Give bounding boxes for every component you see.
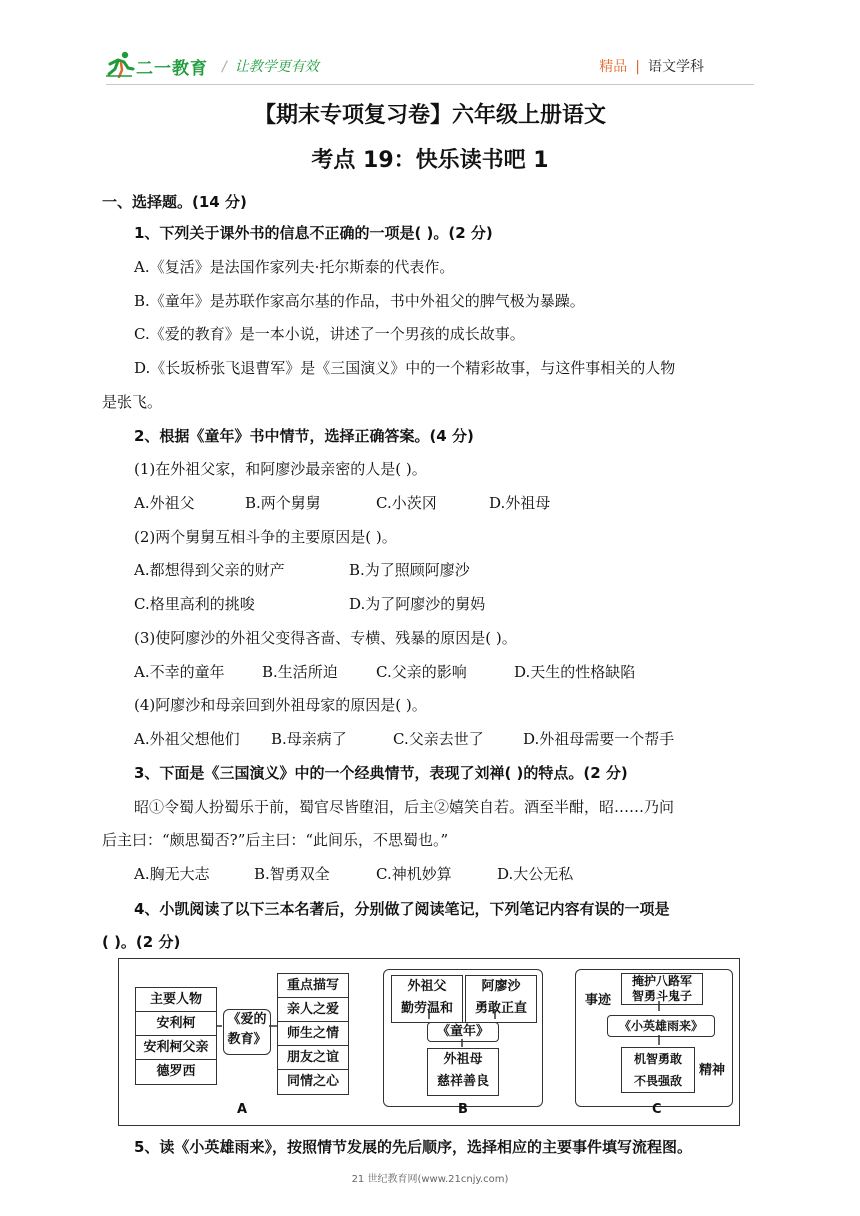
q3-stem: 3、下面是《三国演义》中的一个经典情节，表现了刘禅( )的特点。(2 分) xyxy=(134,764,628,782)
option: A.外祖父 xyxy=(134,494,195,512)
q2-sub2: (2)两个舅舅互相斗争的主要原因是( )。 xyxy=(134,528,397,546)
fig-a-cell: 德罗西 xyxy=(156,1064,196,1079)
fig-c-line: 机智勇敢 xyxy=(633,1052,682,1066)
option: C.父亲去世了 xyxy=(393,730,484,748)
slogan-text: 让教学更有效 xyxy=(234,59,319,75)
fig-a-focus xyxy=(277,973,349,1095)
fig-b-line: 外祖母 xyxy=(443,1052,483,1067)
q2-sub1: (1)在外祖父家，和阿廖沙最亲密的人是( )。 xyxy=(134,460,427,478)
reading-notes-figure xyxy=(118,958,740,1126)
fig-b-line: 勤劳温和 xyxy=(400,1001,453,1016)
option: A.胸无大志 xyxy=(134,865,210,883)
option: B.生活所迫 xyxy=(262,663,338,681)
fig-c-line: 掩护八路军 xyxy=(631,974,692,988)
slogan-separator: / xyxy=(222,59,227,75)
option: A.外祖父想他们 xyxy=(134,730,240,748)
option: A.都想得到父亲的财产 xyxy=(134,561,285,579)
fig-a-cell: 师生之情 xyxy=(278,1022,348,1046)
page-title: 【期末专项复习卷】六年级上册语文 xyxy=(253,103,606,128)
fig-c-deeds-label: 事迹 xyxy=(585,993,612,1008)
fig-a-cell: 安利柯父亲 xyxy=(136,1036,216,1060)
fig-a-cell: 亲人之爱 xyxy=(278,998,348,1022)
fig-c-line: 智勇斗鬼子 xyxy=(631,989,692,1003)
q2-sub4: (4)阿廖沙和母亲回到外祖母家的原因是( )。 xyxy=(134,696,427,714)
logo xyxy=(106,50,210,80)
fig-b-label: B xyxy=(458,1102,468,1117)
q3-passage: 昭①令蜀人扮蜀乐于前，蜀官尽皆堕泪，后主②嬉笑自若。酒至半酣，昭……乃问 xyxy=(134,798,675,816)
logo-text: 二一教育 xyxy=(136,59,208,79)
subject-tag xyxy=(599,56,704,76)
fig-b-line: 慈祥善良 xyxy=(436,1074,489,1089)
option: D.为了阿廖沙的舅妈 xyxy=(349,595,486,613)
fig-b-alyosha xyxy=(465,975,537,1023)
page-header xyxy=(0,0,860,92)
option: C.格里高利的挑唆 xyxy=(134,595,255,613)
option: C.小茨冈 xyxy=(376,494,437,512)
fig-a-cell: 同情之心 xyxy=(286,1074,339,1089)
slogan xyxy=(222,56,319,76)
fig-a-book xyxy=(223,1009,271,1055)
option: C.父亲的影响 xyxy=(376,663,467,681)
fig-a-cell: 朋友之谊 xyxy=(278,1046,348,1070)
section-heading: 一、选择题。(14 分) xyxy=(102,193,247,211)
fig-b-line: 阿廖沙 xyxy=(481,979,521,994)
option: D.天生的性格缺陷 xyxy=(514,663,636,681)
q4-stem: 4、小凯阅读了以下三本名著后，分别做了阅读笔记，下列笔记内容有误的一项是 xyxy=(134,900,670,918)
q2-sub3: (3)使阿廖沙的外祖父变得吝啬、专横、残暴的原因是( )。 xyxy=(134,629,517,647)
fig-c-spirit-label: 精神 xyxy=(699,1063,726,1078)
fig-c-line: 不畏强敌 xyxy=(633,1074,682,1088)
tag-premium: 精品 xyxy=(599,59,628,75)
fig-a-characters xyxy=(135,987,217,1085)
fig-a-cell: 安利柯 xyxy=(136,1012,216,1036)
fig-b-book: 《童年》 xyxy=(427,1022,499,1042)
q3-passage-cont: 后主曰：“颇思蜀否?”后主曰：“此间乐，不思蜀也。” xyxy=(102,831,449,849)
q1-option-a: A.《复活》是法国作家列夫·托尔斯泰的代表作。 xyxy=(134,258,455,276)
fig-b-line: 外祖父 xyxy=(407,979,447,994)
q1-option-c: C.《爱的教育》是一本小说，讲述了一个男孩的成长故事。 xyxy=(134,325,525,343)
q2-stem: 2、根据《童年》书中情节，选择正确答案。(4 分) xyxy=(134,427,474,445)
q1-option-d-cont: 是张飞。 xyxy=(102,393,163,411)
page-subtitle: 考点 19：快乐读书吧 1 xyxy=(311,148,549,173)
fig-c-deeds xyxy=(621,973,703,1005)
option: D.大公无私 xyxy=(497,865,574,883)
option: B.母亲病了 xyxy=(271,730,347,748)
option: B.两个舅舅 xyxy=(245,494,321,512)
option: D.外祖母需要一个帮手 xyxy=(523,730,675,748)
q5-stem: 5、读《小英雄雨来》，按照情节发展的先后顺序，选择相应的主要事件填写流程图。 xyxy=(134,1138,692,1156)
q1-option-d: D.《长坂桥张飞退曹军》是《三国演义》中的一个精彩故事，与这件事相关的人物 xyxy=(134,359,676,377)
fig-a-cell: 重点描写 xyxy=(278,974,348,998)
option: C.神机妙算 xyxy=(376,865,452,883)
fig-a-label: A xyxy=(237,1102,248,1117)
option: B.智勇双全 xyxy=(254,865,330,883)
tag-subject: 语文学科 xyxy=(648,59,704,75)
page-footer: 21 世纪教育网(www.21cnjy.com) xyxy=(351,1174,509,1185)
q4-stem-cont: ( )。(2 分) xyxy=(102,933,181,951)
fig-b-grandmother xyxy=(427,1048,499,1096)
fig-c-spirit xyxy=(621,1047,695,1093)
fig-a-cell: 主要人物 xyxy=(136,988,216,1012)
runner-logo-icon xyxy=(106,50,136,78)
fig-c-book: 《小英雄雨来》 xyxy=(607,1015,715,1037)
fig-c-label: C xyxy=(652,1102,662,1117)
tag-separator: | xyxy=(635,59,640,75)
q1-option-b: B.《童年》是苏联作家高尔基的作品，书中外祖父的脾气极为暴躁。 xyxy=(134,292,585,310)
fig-a-book-line: 教育》 xyxy=(227,1032,267,1047)
option: B.为了照顾阿廖沙 xyxy=(349,561,470,579)
fig-a-book-line: 《爱的 xyxy=(227,1012,267,1027)
fig-b-grandfather xyxy=(391,975,463,1023)
fig-b-line: 勇敢正直 xyxy=(474,1001,527,1016)
option: D.外祖母 xyxy=(489,494,551,512)
option: A.不幸的童年 xyxy=(134,663,225,681)
header-divider xyxy=(106,84,754,85)
q1-stem: 1、下列关于课外书的信息不正确的一项是( )。(2 分) xyxy=(134,224,493,242)
